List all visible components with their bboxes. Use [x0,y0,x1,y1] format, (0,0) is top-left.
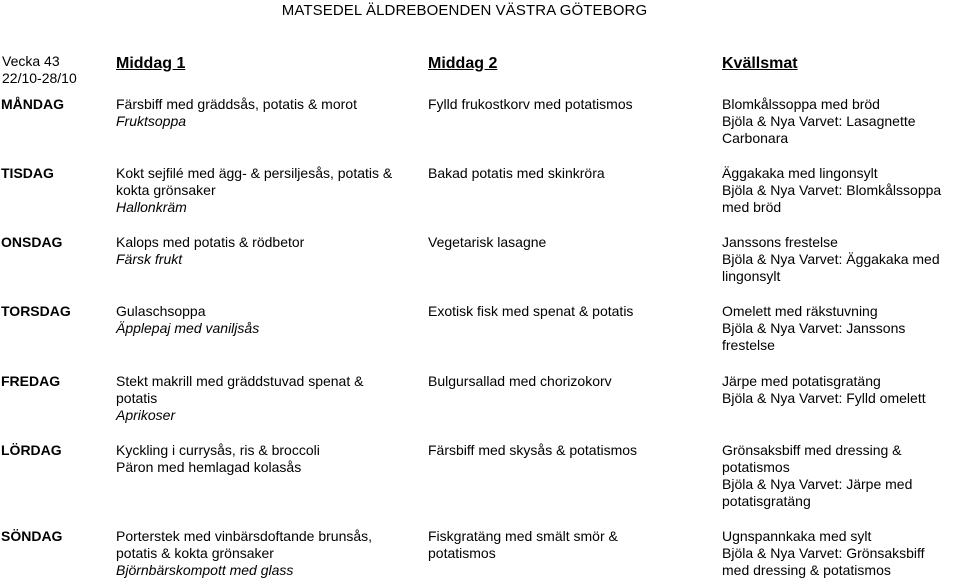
middag-1-text: Kokt sejfilé med ägg- & persiljesås, potatis & [116,165,393,181]
kvallsmat-cell [722,442,959,510]
kvallsmat-cell [722,96,959,147]
middag-1-text: Päron med hemlagad kolasås [116,459,302,475]
day-label: MÅNDAG [1,96,64,112]
middag-1-cell [116,234,416,268]
dessert-text: Björnbärskompott med glass [116,562,294,578]
middag-1-text: Porterstek med vinbärsdoftande brunsås, [116,528,373,544]
day-label: ONSDAG [1,234,63,250]
middag-2-cell [428,528,713,562]
middag-1-text: Kyckling i currysås, ris & broccoli [116,442,320,458]
kvallsmat-text: Bjöla & Nya Varvet: Blomkålssoppa [722,182,942,198]
middag-2-text: Bakad potatis med skinkröra [428,165,605,181]
kvallsmat-cell [722,165,959,216]
middag-2-text: Färsbiff med skysås & potatismos [428,442,638,458]
middag-2-text: Fiskgratäng med smält smör & [428,528,618,544]
page-title: MATSEDEL ÄLDREBOENDEN VÄSTRA GÖTEBORG [281,2,648,19]
dessert-text: Färsk frukt [116,251,183,267]
middag-1-cell [116,373,416,424]
middag-2-cell [428,96,713,113]
kvallsmat-text: med bröd [722,199,782,215]
kvallsmat-text: lingonsylt [722,268,781,284]
middag-1-text: potatis [116,390,158,406]
column-header-middag-1: Middag 1 [116,55,186,72]
kvallsmat-text: frestelse [722,337,775,353]
dessert-text: Fruktsoppa [116,113,187,129]
day-label: SÖNDAG [1,528,63,544]
day-label: LÖRDAG [1,442,62,458]
kvallsmat-text: Ugnspannkaka med sylt [722,528,872,544]
middag-2-text: potatismos [428,545,496,561]
kvallsmat-text: Omelett med räkstuvning [722,303,878,319]
column-header-middag-2: Middag 2 [428,55,498,72]
kvallsmat-cell [722,234,959,285]
day-label: TORSDAG [1,303,71,319]
kvallsmat-text: potatisgratäng [722,493,811,509]
week-date-range: 22/10-28/10 [2,70,77,86]
kvallsmat-text: Bjöla & Nya Varvet: Äggakaka med [722,251,940,267]
middag-1-text: Kalops med potatis & rödbetor [116,234,305,250]
kvallsmat-text: Bjöla & Nya Varvet: Janssons [722,320,906,336]
column-header-kvallsmat: Kvällsmat [722,55,798,72]
kvallsmat-cell [722,373,959,407]
kvallsmat-cell [722,528,959,579]
middag-1-text: Stekt makrill med gräddstuvad spenat & [116,373,364,389]
middag-1-text: potatis & kokta grönsaker [116,545,274,561]
kvallsmat-text: Janssons frestelse [722,234,838,250]
kvallsmat-text: Bjöla & Nya Varvet: Järpe med [722,476,913,492]
middag-1-cell [116,442,416,476]
dessert-text: Äpplepaj med vaniljsås [116,320,260,336]
day-label: TISDAG [1,165,54,181]
middag-2-cell [428,442,713,459]
middag-1-cell [116,303,416,337]
middag-2-cell [428,373,713,390]
dessert-text: Hallonkräm [116,199,187,215]
middag-2-text: Vegetarisk lasagne [428,234,547,250]
kvallsmat-text: med dressing & potatismos [722,562,891,578]
kvallsmat-cell [722,303,959,354]
middag-1-cell [116,96,416,130]
middag-1-text: Färsbiff med gräddsås, potatis & morot [116,96,357,112]
kvallsmat-text: Grönsaksbiff med dressing & [722,442,902,458]
kvallsmat-text: Järpe med potatisgratäng [722,373,881,389]
middag-1-cell [116,528,416,579]
middag-2-text: Bulgursallad med chorizokorv [428,373,612,389]
kvallsmat-text: Äggakaka med lingonsylt [722,165,878,181]
middag-2-cell [428,165,713,182]
kvallsmat-text: Bjöla & Nya Varvet: Grönsaksbiff [722,545,925,561]
kvallsmat-text: Blomkålssoppa med bröd [722,96,880,112]
day-label: FREDAG [1,373,61,389]
middag-1-text: Gulaschsoppa [116,303,206,319]
middag-2-cell [428,234,713,251]
middag-2-text: Fylld frukostkorv med potatismos [428,96,633,112]
kvallsmat-text: potatismos [722,459,790,475]
dessert-text: Aprikoser [116,407,176,423]
week-label [2,53,77,87]
middag-1-text: kokta grönsaker [116,182,216,198]
week-number: Vecka 43 [2,53,60,69]
kvallsmat-text: Bjöla & Nya Varvet: Lasagnette [722,113,916,129]
middag-1-cell [116,165,416,216]
kvallsmat-text: Bjöla & Nya Varvet: Fylld omelett [722,390,926,406]
middag-2-text: Exotisk fisk med spenat & potatis [428,303,634,319]
kvallsmat-text: Carbonara [722,130,789,146]
middag-2-cell [428,303,713,320]
